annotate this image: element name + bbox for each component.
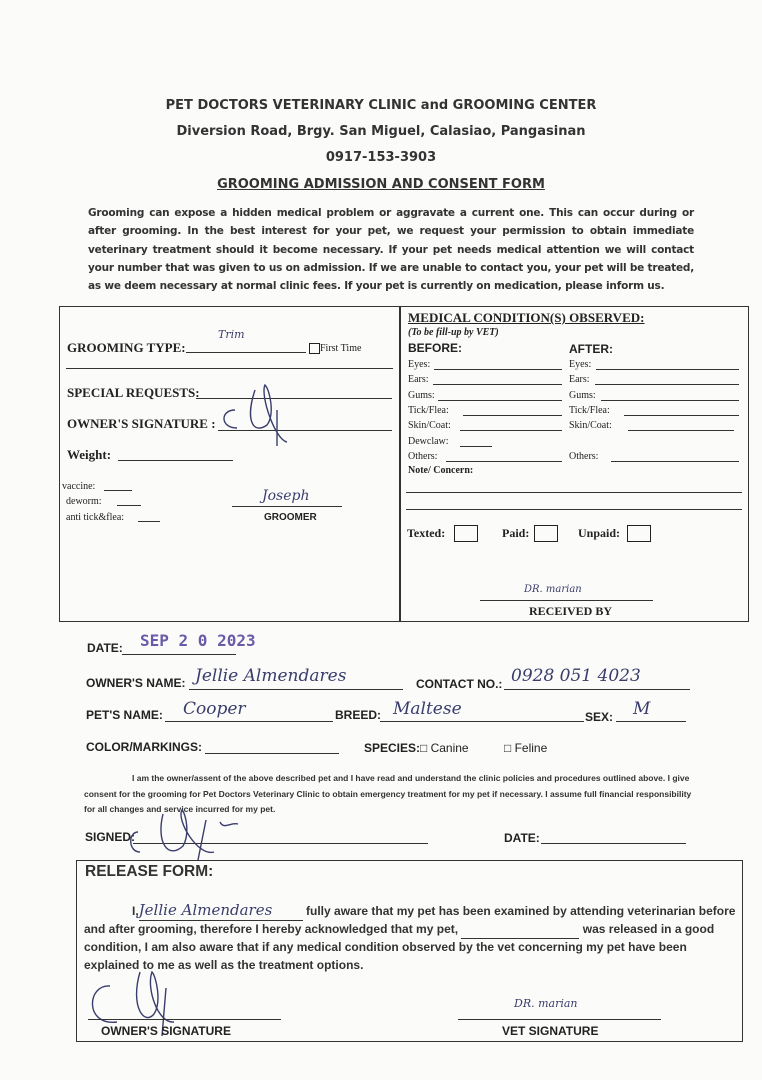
first-time-label: First Time xyxy=(320,343,362,354)
before-item-label: Others: xyxy=(408,451,438,462)
grooming-type-value[interactable]: Trim xyxy=(218,328,245,341)
release-prefix: I, xyxy=(132,904,139,918)
form-title: GROOMING ADMISSION AND CONSENT FORM xyxy=(217,177,545,192)
groomer-name: Joseph xyxy=(262,488,310,504)
before-item-line[interactable] xyxy=(434,369,562,370)
contact-line xyxy=(504,689,690,690)
before-item-label: Skin/Coat: xyxy=(408,420,451,431)
release-text-2: was released in a good condition, I am also aware that if any medical condition observed by the vet concerning my pet have been explained to me as well as the treatment options. xyxy=(84,921,715,972)
release-owner-name[interactable]: Jellie Almendares xyxy=(139,902,303,921)
after-item-line[interactable] xyxy=(628,430,734,431)
after-item-line[interactable] xyxy=(601,400,739,401)
pet-name-label: PET'S NAME: xyxy=(86,708,163,722)
release-owner-signature-line xyxy=(88,1019,281,1020)
signed-label: SIGNED: xyxy=(85,830,136,844)
after-item-label: Ears: xyxy=(569,374,590,385)
sex-value[interactable]: M xyxy=(633,699,651,719)
before-item-label: Eyes: xyxy=(408,359,431,370)
species-label: SPECIES: xyxy=(364,741,421,755)
release-owner-signature-label: OWNER'S SIGNATURE xyxy=(101,1024,231,1038)
consent-signature-scribble xyxy=(128,802,258,867)
texted-checkbox[interactable] xyxy=(454,525,478,542)
anti-tick-line xyxy=(138,521,160,522)
clinic-address: Diversion Road, Brgy. San Miguel, Calasiao, Pangasinan xyxy=(176,124,586,139)
consent-date-line xyxy=(541,843,686,844)
before-item-line[interactable] xyxy=(433,384,562,385)
release-vet-signature-label: VET SIGNATURE xyxy=(502,1024,599,1038)
box-divider xyxy=(399,306,401,621)
note-label: Note/ Concern: xyxy=(408,465,474,476)
after-item-label: Skin/Coat: xyxy=(569,420,612,431)
after-item-label: Others: xyxy=(569,451,599,462)
paid-label: Paid: xyxy=(502,526,530,540)
before-item-label: Gums: xyxy=(408,390,435,401)
sex-label: SEX: xyxy=(585,710,614,724)
owner-name-line xyxy=(189,689,403,690)
groomer-label: GROOMER xyxy=(264,512,317,523)
first-time-checkbox[interactable] xyxy=(309,343,320,354)
before-item-line[interactable] xyxy=(463,415,562,416)
clinic-phone: 0917-153-3903 xyxy=(325,150,437,165)
contact-label: CONTACT NO.: xyxy=(416,677,503,691)
date-stamp: SEP 2 0 2023 xyxy=(140,631,256,650)
grooming-type-line xyxy=(186,352,306,353)
after-item-line[interactable] xyxy=(595,384,739,385)
groomer-line xyxy=(232,506,342,507)
species-canine[interactable]: □ Canine xyxy=(420,741,469,755)
vaccine-label: vaccine: xyxy=(62,481,96,492)
before-item-line[interactable] xyxy=(446,461,562,462)
intro-paragraph: Grooming can expose a hidden medical problem or aggravate a current one. This can occur during or after grooming. In the best interest for your pet, we request your permission to obtain immediate veterinary treatment should it become necessary. If your pet needs medical attention we will contact your number that was given to us on admission. If we are unable to contact you, your pet will be treated, as we deem necessary at normal clinic fees. If your pet is currently on medication, please inform us. xyxy=(88,207,694,293)
before-label: BEFORE: xyxy=(408,341,462,355)
owner-name-label: OWNER'S NAME: xyxy=(86,676,186,690)
release-vet-signature-line xyxy=(458,1019,661,1020)
after-item-label: Gums: xyxy=(569,390,596,401)
unpaid-label: Unpaid: xyxy=(578,526,621,540)
after-item-line[interactable] xyxy=(624,415,739,416)
medical-title: MEDICAL CONDITION(S) OBSERVED: xyxy=(408,310,645,325)
owner-signature-scribble xyxy=(215,380,305,450)
color-line xyxy=(205,753,339,754)
consent-paragraph: I am the owner/assent of the above described pet and I have read and understand the clinic policies and procedures outlined above. I give consent for the grooming for Pet Doctors Veterinary Clinic to obtain emergency treatment for my pet if necessary. I assume full financial responsibility for all changes and service incurred for my pet. xyxy=(84,773,692,814)
after-item-label: Tick/Flea: xyxy=(569,405,610,416)
before-item-line[interactable] xyxy=(460,446,492,447)
received-by-label: RECEIVED BY xyxy=(529,604,613,618)
date-line xyxy=(122,654,236,655)
breed-label: BREED: xyxy=(335,708,382,722)
after-item-label: Eyes: xyxy=(569,359,592,370)
species-feline[interactable]: □ Feline xyxy=(504,741,548,755)
contact-value[interactable]: 0928 051 4023 xyxy=(511,666,641,686)
release-pet-blank[interactable] xyxy=(461,921,579,940)
release-vet-name: DR. marian xyxy=(514,997,578,1010)
medical-subtitle: (To be fill-up by VET) xyxy=(408,327,499,338)
pet-name-value[interactable]: Cooper xyxy=(183,699,246,719)
paid-checkbox[interactable] xyxy=(534,525,558,542)
breed-value[interactable]: Maltese xyxy=(393,699,462,719)
after-label: AFTER: xyxy=(569,342,613,356)
owner-name-value[interactable]: Jellie Almendares xyxy=(195,666,347,686)
release-paragraph xyxy=(84,902,736,974)
weight-label: Weight: xyxy=(67,447,112,462)
texted-label: Texted: xyxy=(407,526,446,540)
received-by-line xyxy=(480,600,653,601)
pet-name-line xyxy=(165,721,333,722)
note-line-1 xyxy=(406,492,742,493)
date-label: DATE: xyxy=(87,641,123,655)
special-requests-label: SPECIAL REQUESTS: xyxy=(67,385,200,400)
grooming-type-label: GROOMING TYPE: xyxy=(67,340,186,355)
before-item-line[interactable] xyxy=(438,400,562,401)
before-item-line[interactable] xyxy=(460,430,562,431)
owner-signature-label: OWNER'S SIGNATURE : xyxy=(67,416,216,431)
consent-date-label: DATE: xyxy=(504,831,540,845)
grooming-extra-line xyxy=(66,368,393,369)
before-item-label: Ears: xyxy=(408,374,429,385)
before-item-label: Dewclaw: xyxy=(408,436,449,447)
sex-line xyxy=(616,721,686,722)
before-item-label: Tick/Flea: xyxy=(408,405,449,416)
clinic-name: PET DOCTORS VETERINARY CLINIC and GROOMING CENTER xyxy=(165,98,597,113)
anti-tick-label: anti tick&flea: xyxy=(66,512,125,523)
note-line-2 xyxy=(406,509,742,510)
received-by-name: DR. marian xyxy=(524,584,582,595)
breed-line xyxy=(380,721,584,722)
color-label: COLOR/MARKINGS: xyxy=(86,740,202,754)
deworm-label: deworm: xyxy=(66,496,102,507)
weight-line xyxy=(118,460,233,461)
release-title: RELEASE FORM: xyxy=(85,863,214,880)
after-item-line[interactable] xyxy=(596,369,739,370)
deworm-line xyxy=(117,505,141,506)
vaccine-line xyxy=(104,490,132,491)
release-text-1: fully aware that my pet has been examined by attending veterinarian before and after grooming, therefore I hereby acknowledged that my pet, xyxy=(84,904,736,936)
after-item-line[interactable] xyxy=(611,461,739,462)
unpaid-checkbox[interactable] xyxy=(627,525,651,542)
